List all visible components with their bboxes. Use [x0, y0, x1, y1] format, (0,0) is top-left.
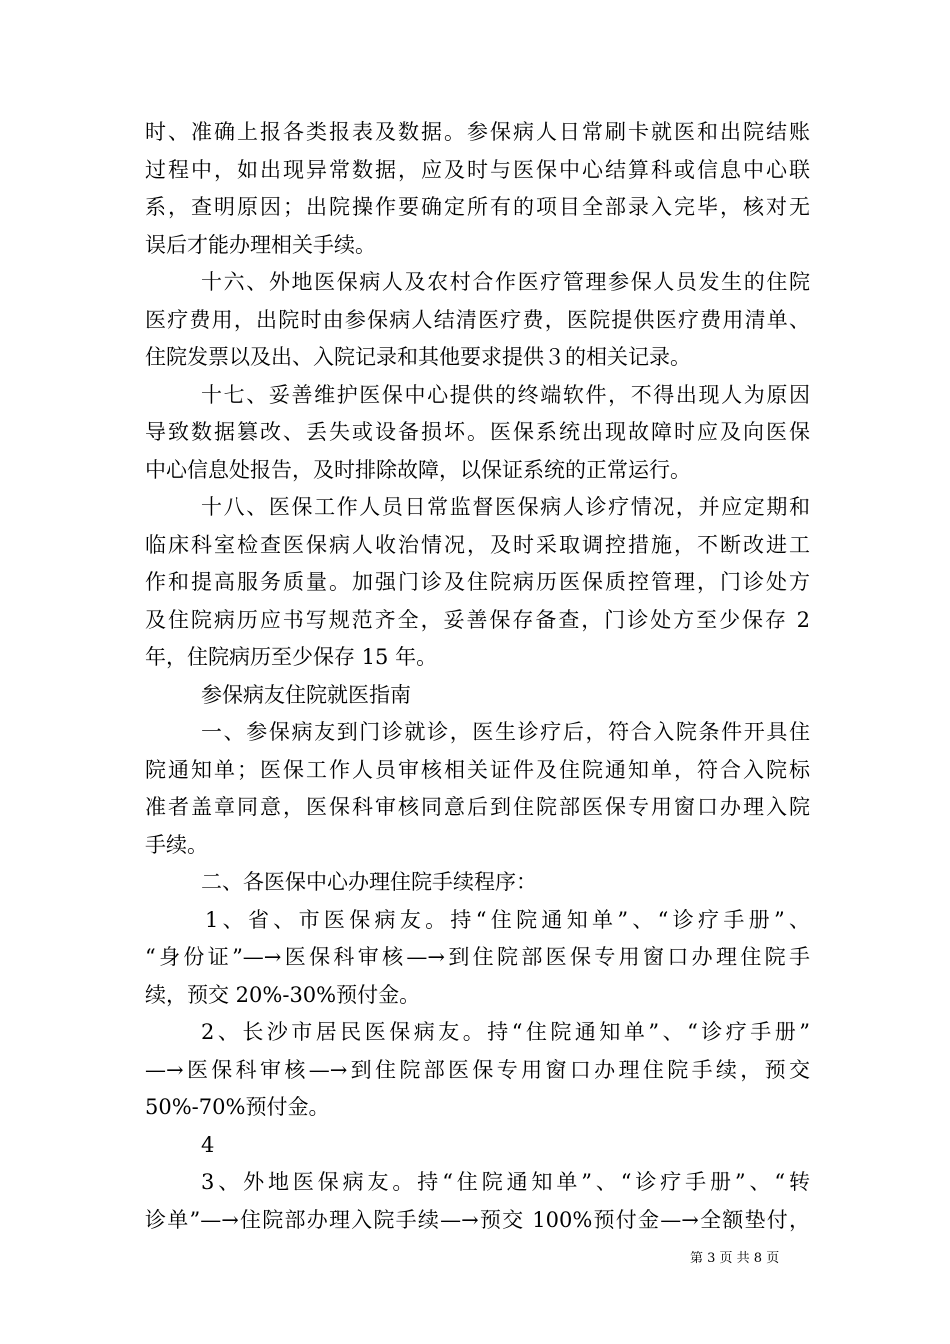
text-line: 住院发票以及出、入院记录和其他要求提供３的相关记录。 [145, 345, 691, 369]
text-line: 院通知单；医保工作人员审核相关证件及住院通知单，符合入院标 [145, 757, 810, 782]
text-line: “身份证”—→医保科审核—→到住院部医保专用窗口办理住院手 [145, 945, 810, 969]
text-line: 过程中，如出现异常数据，应及时与医保中心结算科或信息中心联 [145, 157, 810, 182]
text-line: 十七、妥善维护医保中心提供的终端软件，不得出现人为原因 [201, 382, 810, 407]
text-line: 一、参保病友到门诊就诊，医生诊疗后，符合入院条件开具住 [201, 720, 810, 744]
text-line: 1、省、市医保病友。持“住院通知单”、“诊疗手册”、 [205, 907, 810, 932]
text-line: 50%-70%预付金。 [145, 1095, 330, 1119]
text-line: 中心信息处报告，及时排除故障，以保证系统的正常运行。 [145, 457, 691, 482]
text-line: 及住院病历应书写规范齐全，妥善保存备查，门诊处方至少保存 2 [145, 607, 810, 632]
text-line: 系，查明原因；出院操作要确定所有的项目全部录入完毕，核对无 [145, 195, 810, 219]
text-line: 误后才能办理相关手续。 [145, 232, 376, 257]
text-line: 准者盖章同意，医保科审核同意后到住院部医保专用窗口办理入院 [145, 795, 810, 819]
text-line: 临床科室检查医保病人收治情况，及时采取调控措施，不断改进工 [145, 532, 810, 557]
text-line: 作和提高服务质量。加强门诊及住院病历医保质控管理，门诊处方 [145, 570, 810, 594]
page-footer: 第 3 页 共 8 页 [690, 1251, 780, 1266]
document-body [145, 114, 810, 1239]
text-line: 二、各医保中心办理住院手续程序： [201, 870, 537, 894]
text-line: 时、准确上报各类报表及数据。参保病人日常刷卡就医和出院结账 [145, 120, 810, 144]
section-heading: 参保病友住院就医指南 [201, 682, 411, 707]
text-line: 诊单”—→住院部办理入院手续—→预交 100%预付金—→全额垫付， [145, 1207, 810, 1232]
inline-page-number: 4 [201, 1132, 215, 1157]
text-line: 十八、医保工作人员日常监督医保病人诊疗情况，并应定期和 [201, 495, 810, 519]
text-line: 2、长沙市居民医保病友。持“住院通知单”、“诊疗手册” [201, 1020, 810, 1044]
text-line: 3、外地医保病友。持“住院通知单”、“诊疗手册”、“转 [201, 1170, 810, 1194]
text-line: 十六、外地医保病人及农村合作医疗管理参保人员发生的住院 [201, 270, 810, 294]
text-line: 导致数据篡改、丢失或设备损坏。医保系统出现故障时应及向医保 [145, 420, 810, 444]
text-line: 年，住院病历至少保存 15 年。 [145, 645, 438, 669]
text-line: 手续。 [145, 832, 208, 857]
text-line: 续，预交 20%-30%预付金。 [145, 982, 421, 1007]
text-line: —→医保科审核—→到住院部医保专用窗口办理住院手续，预交 [145, 1057, 810, 1082]
text-line: 医疗费用，出院时由参保病人结清医疗费，医院提供医疗费用清单、 [145, 307, 810, 332]
